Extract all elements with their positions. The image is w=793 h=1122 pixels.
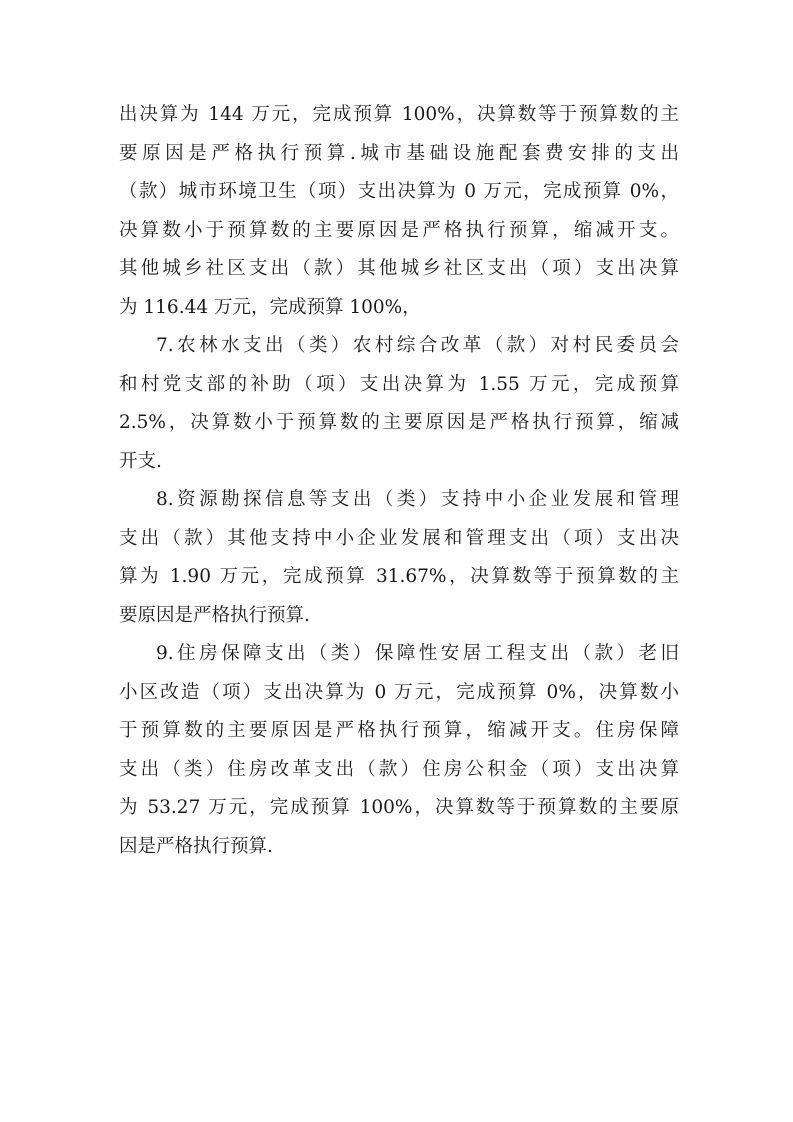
document-body	[119, 96, 679, 866]
text-line: 要原因是严格执行预算.	[119, 604, 310, 626]
text-line: 支出（类）住房改革支出（款）住房公积金（项）支出决算	[119, 758, 679, 780]
text-line: 7.农林水支出（类）农村综合改革（款）对村民委员会	[156, 335, 679, 356]
text-line: 算为 1.90 万元，完成预算 31.67%，决算数等于预算数的主	[119, 566, 679, 587]
text-line: 小区改造（项）支出决算为 0 万元，完成预算 0%，决算数小	[119, 681, 679, 703]
text-line: 开支.	[119, 450, 162, 472]
text-line: 2.5%，决算数小于预算数的主要原因是严格执行预算，缩减	[119, 412, 679, 433]
text-line: 于预算数的主要原因是严格执行预算，缩减开支。住房保障	[119, 720, 679, 741]
text-line: 出决算为 144 万元，完成预算 100%，决算数等于预算数的主	[119, 104, 679, 125]
text-line: 支出（款）其他支持中小企业发展和管理支出（项）支出决	[119, 527, 679, 549]
text-line: 8.资源勘探信息等支出（类）支持中小企业发展和管理	[156, 489, 679, 510]
text-line: 要原因是严格执行预算.城市基础设施配套费安排的支出	[119, 142, 679, 164]
text-line: 因是严格执行预算.	[119, 835, 273, 857]
text-line: 为 53.27 万元，完成预算 100%，决算数等于预算数的主要原	[119, 797, 679, 818]
text-line: 和村党支部的补助（项）支出决算为 1.55 万元，完成预算	[119, 373, 679, 395]
text-line: 为 116.44 万元，完成预算 100%，	[119, 296, 421, 318]
text-line: 9.住房保障支出（类）保障性安居工程支出（款）老旧	[156, 643, 679, 664]
text-line: 其他城乡社区支出（款）其他城乡社区支出（项）支出决算	[119, 258, 679, 279]
text-line: 决算数小于预算数的主要原因是严格执行预算，缩减开支。	[119, 219, 679, 241]
text-line: （款）城市环境卫生（项）支出决算为 0 万元，完成预算 0%，	[119, 181, 679, 202]
